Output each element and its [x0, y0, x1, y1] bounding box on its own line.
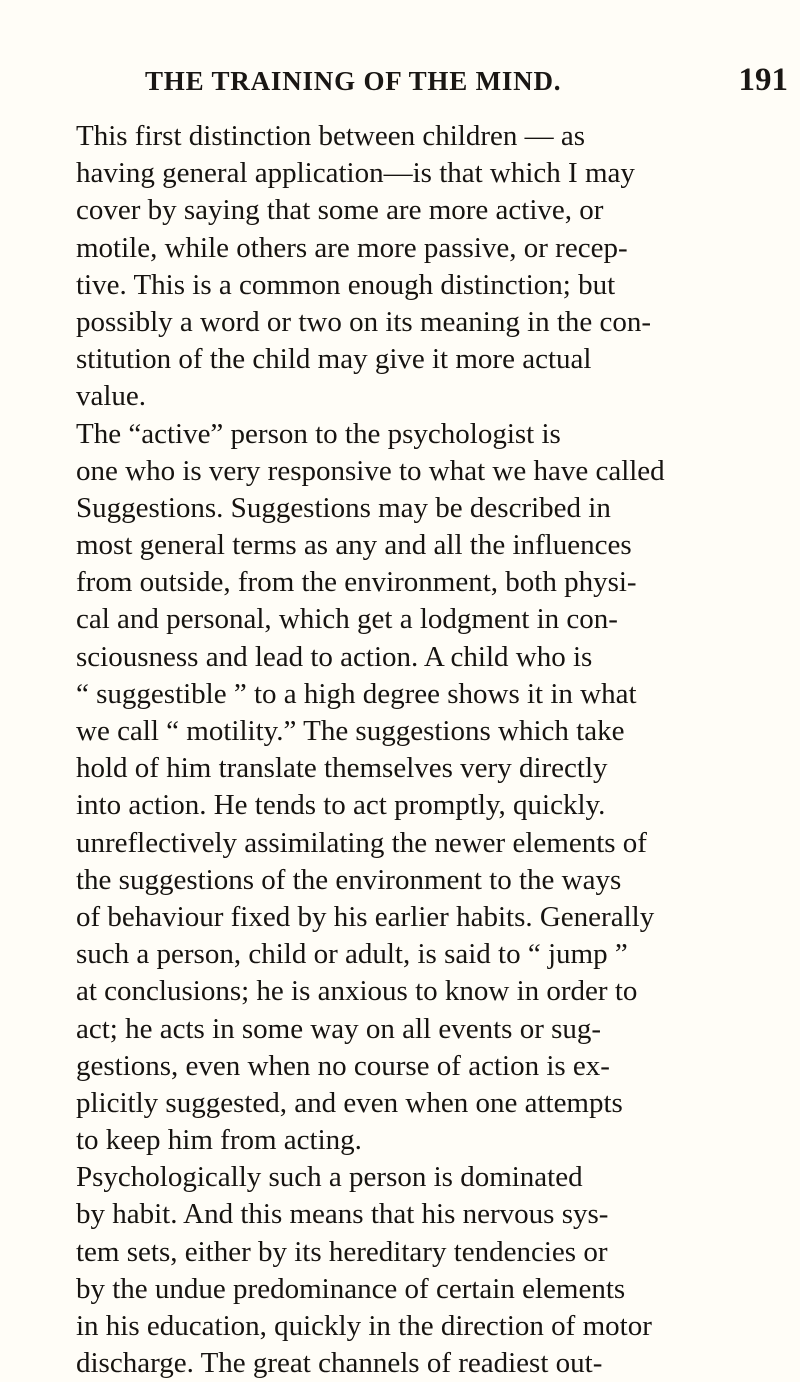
text-line: to keep him from acting. [76, 1124, 362, 1157]
body-text [76, 118, 784, 1382]
text-line: stitution of the child may give it more actual [76, 343, 592, 376]
text-line: the suggestions of the environment to the ways [76, 863, 622, 896]
text-line: value. [76, 380, 147, 413]
text-line: into action. He tends to act promptly, quickly. [76, 789, 606, 822]
text-line: possibly a word or two on its meaning in the con- [76, 305, 652, 338]
text-line: Suggestions. Suggestions may be described in [76, 491, 611, 524]
text-line: tem sets, either by its hereditary tendencies or [76, 1235, 608, 1268]
text-line: The “active” person to the psychologist is [76, 417, 561, 450]
text-line: in his education, quickly in the direction of motor [76, 1310, 652, 1342]
text-line: from outside, from the environment, both physi- [76, 566, 637, 599]
text-line: discharge. The great channels of readiest out- [76, 1347, 603, 1380]
text-line: plicitly suggested, and even when one attempts [76, 1086, 623, 1119]
text-line: sciousness and lead to action. A child who is [76, 640, 593, 673]
text-line: motile, while others are more passive, or recep- [76, 231, 628, 264]
text-line: of behaviour fixed by his earlier habits. Generally [76, 900, 655, 933]
running-head: THE TRAINING OF THE MIND. [145, 66, 562, 96]
text-line: cal and personal, which get a lodgment in con- [76, 603, 618, 636]
text-line: gestions, even when no course of action is ex- [76, 1049, 610, 1082]
page-number: 191 [738, 62, 788, 98]
text-line: This first distinction between children — as [76, 120, 586, 152]
text-line: such a person, child or adult, is said to “ jump ” [76, 938, 628, 971]
text-line: most general terms as any and all the influences [76, 529, 632, 562]
text-line: Psychologically such a person is dominated [76, 1161, 583, 1194]
text-line: tive. This is a common enough distinction; but [76, 268, 616, 301]
text-line: by the undue predominance of certain elements [76, 1272, 626, 1305]
text-line: act; he acts in some way on all events or sug- [76, 1012, 602, 1045]
text-line: unreflectively assimilating the newer elements of [76, 826, 647, 859]
text-line: cover by saying that some are more active, or [76, 194, 604, 227]
text-line: “ suggestible ” to a high degree shows it in what [76, 677, 637, 710]
text-line: we call “ motility.” The suggestions which take [76, 715, 625, 747]
text-line: having general application—is that which I may [76, 157, 635, 190]
page-header [76, 64, 788, 104]
text-line: by habit. And this means that his nervous sys- [76, 1198, 609, 1231]
text-line: at conclusions; he is anxious to know in order to [76, 975, 638, 1008]
text-line: hold of him translate themselves very directly [76, 752, 608, 785]
text-line: one who is very responsive to what we have called [76, 454, 665, 487]
